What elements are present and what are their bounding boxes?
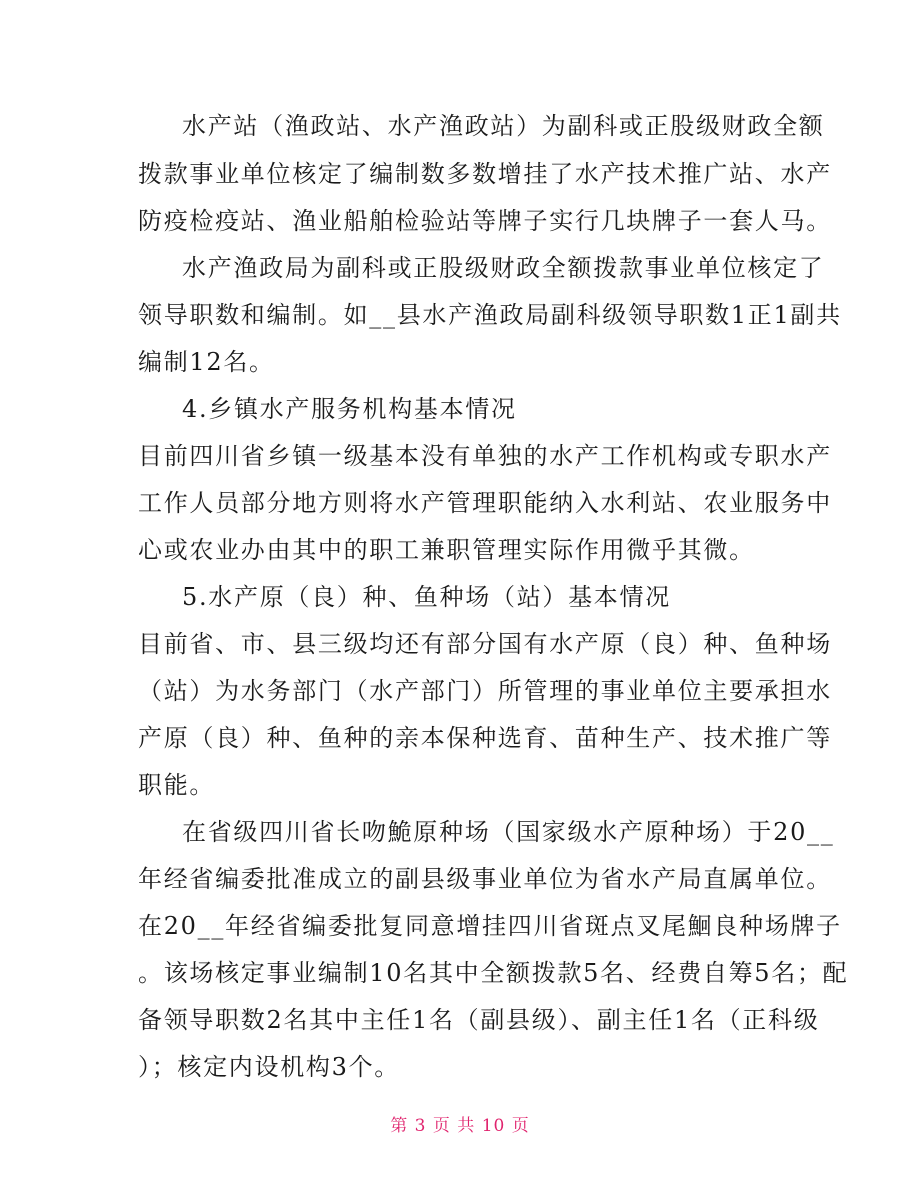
paragraph-line: ）；核定内设机构3个。 (138, 1053, 400, 1081)
paragraph-line: 心或农业办由其中的职工兼职管理实际作用微乎其微。 (138, 536, 755, 564)
paragraph-line: 年经省编委批准成立的副县级事业单位为省水产局直属单位。 (138, 865, 832, 893)
page-number-footer: 第 3 页 共 10 页 (390, 1116, 530, 1136)
section-heading: 5.水产原（良）种、鱼种场（站）基本情况 (182, 583, 671, 611)
paragraph-line: 工作人员部分地方则将水产管理职能纳入水利站、农业服务中 (138, 489, 832, 517)
paragraph-line: 在省级四川省长吻鮠原种场（国家级水产原种场）于20__ (182, 818, 835, 846)
paragraph-line: 水产渔政局为副科或正股级财政全额拨款事业单位核定了 (182, 254, 825, 282)
paragraph-line: 领导职数和编制。如__县水产渔政局副科级领导职数1正1副共 (138, 301, 842, 329)
paragraph-line: 目前四川省乡镇一级基本没有单独的水产工作机构或专职水产 (138, 442, 832, 470)
paragraph-line: 产原（良）种、鱼种的亲本保种选育、苗种生产、技术推广等 (138, 724, 832, 752)
paragraph-line: （站）为水务部门（水产部门）所管理的事业单位主要承担水 (138, 677, 832, 705)
paragraph-line: 职能。 (138, 771, 216, 799)
paragraph-line: 编制12名。 (138, 348, 275, 376)
paragraph-line: 拨款事业单位核定了编制数多数增挂了水产技术推广站、水产 (138, 160, 832, 188)
paragraph-line: 防疫检疫站、渔业船舶检验站等牌子实行几块牌子一套人马。 (138, 207, 832, 235)
paragraph-line: 备领导职数2名其中主任1名（副县级）、副主任1名（正科级 (138, 1006, 820, 1034)
paragraph-line: 。该场核定事业编制10名其中全额拨款5名、经费自筹5名；配 (138, 959, 849, 987)
paragraph-line: 目前省、市、县三级均还有部分国有水产原（良）种、鱼种场 (138, 630, 832, 658)
paragraph-line: 水产站（渔政站、水产渔政站）为副科或正股级财政全额 (182, 112, 825, 140)
section-heading: 4.乡镇水产服务机构基本情况 (182, 395, 517, 423)
paragraph-line: 在20__年经省编委批复同意增挂四川省斑点叉尾鮰良种场牌子 (138, 912, 842, 940)
